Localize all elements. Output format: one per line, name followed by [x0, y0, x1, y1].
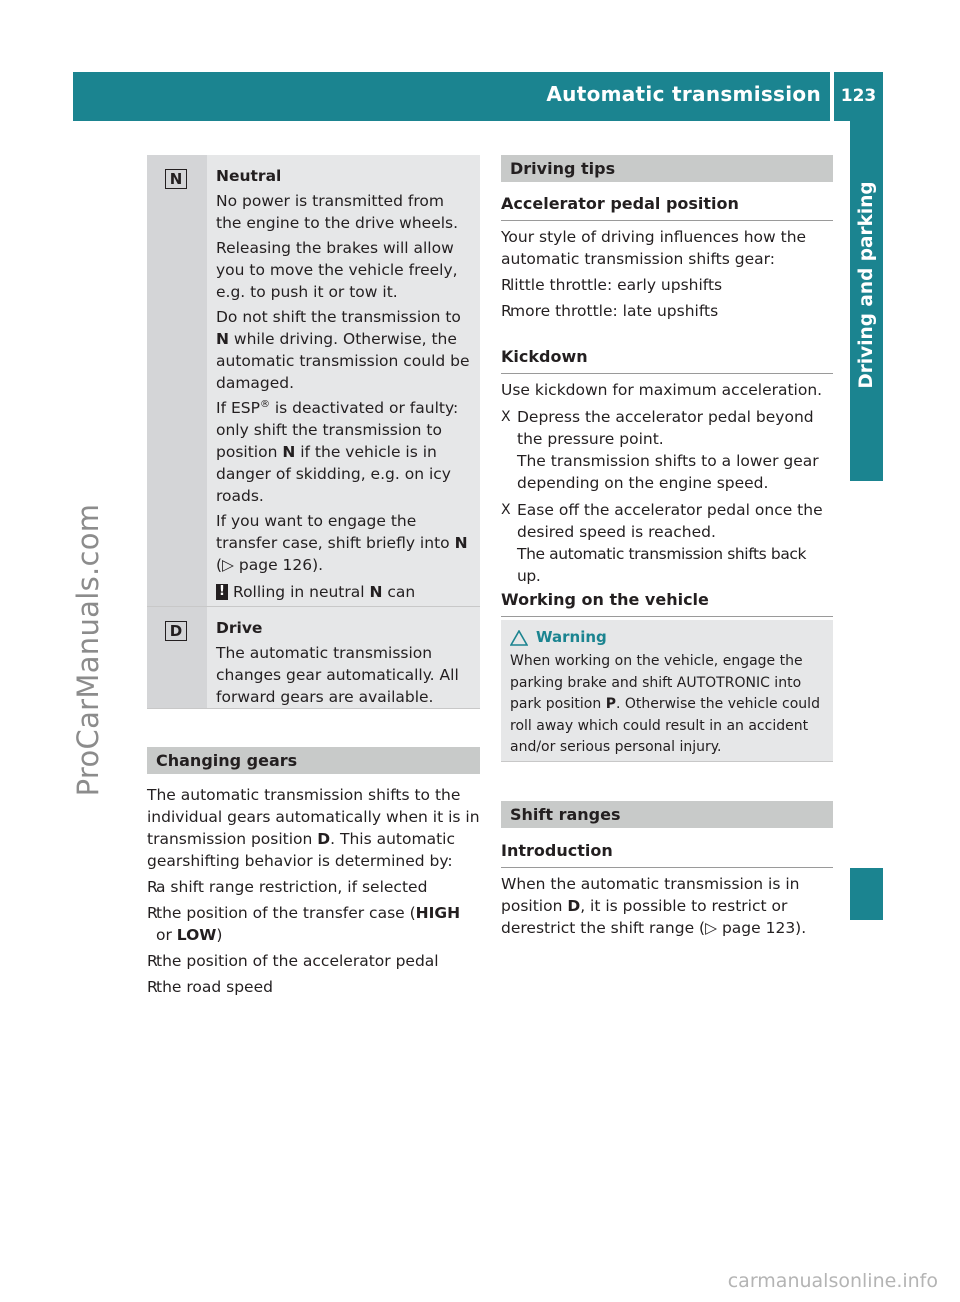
neutral-symbol-icon: N: [165, 169, 187, 189]
body-paragraph: Your style of driving influences how the automatic transmission shifts gear:: [501, 228, 807, 268]
section-tab-marker: [850, 868, 883, 920]
warning-title: Warning: [536, 628, 607, 646]
list-item: R little throttle: early upshifts: [501, 276, 723, 294]
gear-title: Drive: [216, 619, 263, 637]
bullet-icon: R: [501, 302, 512, 320]
body-paragraph: When the automatic transmission is in position D, it is possible to restrict or derestrict the shift range (▷ page 123).: [501, 875, 807, 937]
warning-header: [510, 627, 607, 649]
changing-gears-body: [147, 784, 480, 998]
accelerator-body: [501, 226, 833, 322]
chapter-title: Automatic transmission: [546, 82, 821, 106]
instruction-step: X Ease off the accelerator pedal once the desired speed is reached. The automatic transmission shifts back up.: [501, 501, 823, 585]
gear-paragraph: No power is transmitted from the engine to the drive wheels.: [216, 192, 459, 232]
bullet-icon: R: [147, 904, 158, 922]
gear-paragraph: If you want to engage the transfer case, shift briefly into N (▷ page 126).: [216, 512, 468, 574]
subheading: Accelerator pedal position: [501, 193, 833, 221]
warning-box: [501, 620, 833, 762]
caution-note: ! Rolling in neutral N can: [216, 581, 474, 625]
subheading: Working on the vehicle: [501, 589, 833, 617]
bullet-icon: R: [147, 952, 158, 970]
gear-title: Neutral: [216, 167, 282, 185]
drive-symbol-icon: D: [165, 621, 187, 641]
section-tab-label-box: [850, 121, 883, 481]
step-arrow-icon: X: [501, 409, 511, 425]
watermark-bottom: carmanualsonline.info: [727, 1270, 938, 1292]
gear-row-drive: [147, 607, 480, 709]
subheading: Introduction: [501, 840, 833, 868]
body-paragraph: The automatic transmission shifts to the individual gears automatically when it is in transmission position D. This automatic gearshifting behavior is determined by:: [147, 786, 480, 870]
warning-text: When working on the vehicle, engage the parking brake and shift AUTOTRONIC into park position P. Otherwise the vehicle could roll away which could result in an accident and/or serious personal injury.: [510, 653, 820, 755]
list-item: R the position of the transfer case (HIGH or LOW): [147, 904, 461, 944]
bullet-icon: R: [501, 276, 512, 294]
step-arrow-icon: X: [501, 502, 511, 518]
section-heading-bar: [501, 801, 833, 828]
gear-row-neutral: [147, 155, 480, 607]
bullet-icon: R: [147, 878, 158, 896]
bullet-icon: R: [147, 978, 158, 996]
gear-symbol-cell: [147, 607, 207, 708]
section-heading: Changing gears: [156, 751, 298, 770]
page-number: 123: [840, 86, 877, 106]
section-heading: Driving tips: [510, 159, 616, 178]
kickdown-body: [501, 379, 833, 587]
list-item: R the position of the accelerator pedal: [147, 952, 439, 970]
subheading: Kickdown: [501, 346, 833, 374]
section-heading: Shift ranges: [510, 805, 621, 824]
warning-triangle-icon: [510, 630, 528, 646]
shift-ranges-body: [501, 873, 833, 939]
gear-symbol-cell: [147, 155, 207, 606]
running-header: [73, 72, 830, 121]
instruction-step: X Depress the accelerator pedal beyond the pressure point. The transmission shifts to a lower gear depending on the engine speed.: [501, 408, 819, 492]
section-tab-label: Driving and parking: [855, 181, 877, 389]
gear-paragraph: The automatic transmission changes gear automatically. All forward gears are available.: [216, 644, 459, 706]
gear-description: [216, 155, 480, 625]
body-paragraph: Use kickdown for maximum acceleration.: [501, 381, 823, 399]
gear-paragraph: If ESP® is deactivated or faulty: only shift the transmission to position N if the vehicle is in danger of skidding, e.g. on icy roads.: [216, 398, 459, 505]
page-number-box: [834, 72, 883, 121]
page-reference-link[interactable]: (▷ page 126).: [216, 556, 324, 574]
gear-paragraph: Do not shift the transmission to N while driving. Otherwise, the automatic transmission could be damaged.: [216, 308, 470, 392]
list-item: R a shift range restriction, if selected: [147, 878, 428, 896]
gear-paragraph: Releasing the brakes will allow you to move the vehicle freely, e.g. to push it or tow it.: [216, 239, 458, 301]
list-item: R the road speed: [147, 978, 273, 996]
list-item: R more throttle: late upshifts: [501, 302, 719, 320]
section-heading-bar: [501, 155, 833, 182]
section-heading-bar: [147, 747, 480, 774]
watermark-vertical: ProCarManuals.com: [71, 503, 105, 797]
gear-description: [216, 607, 480, 708]
exclamation-icon: !: [216, 584, 228, 600]
